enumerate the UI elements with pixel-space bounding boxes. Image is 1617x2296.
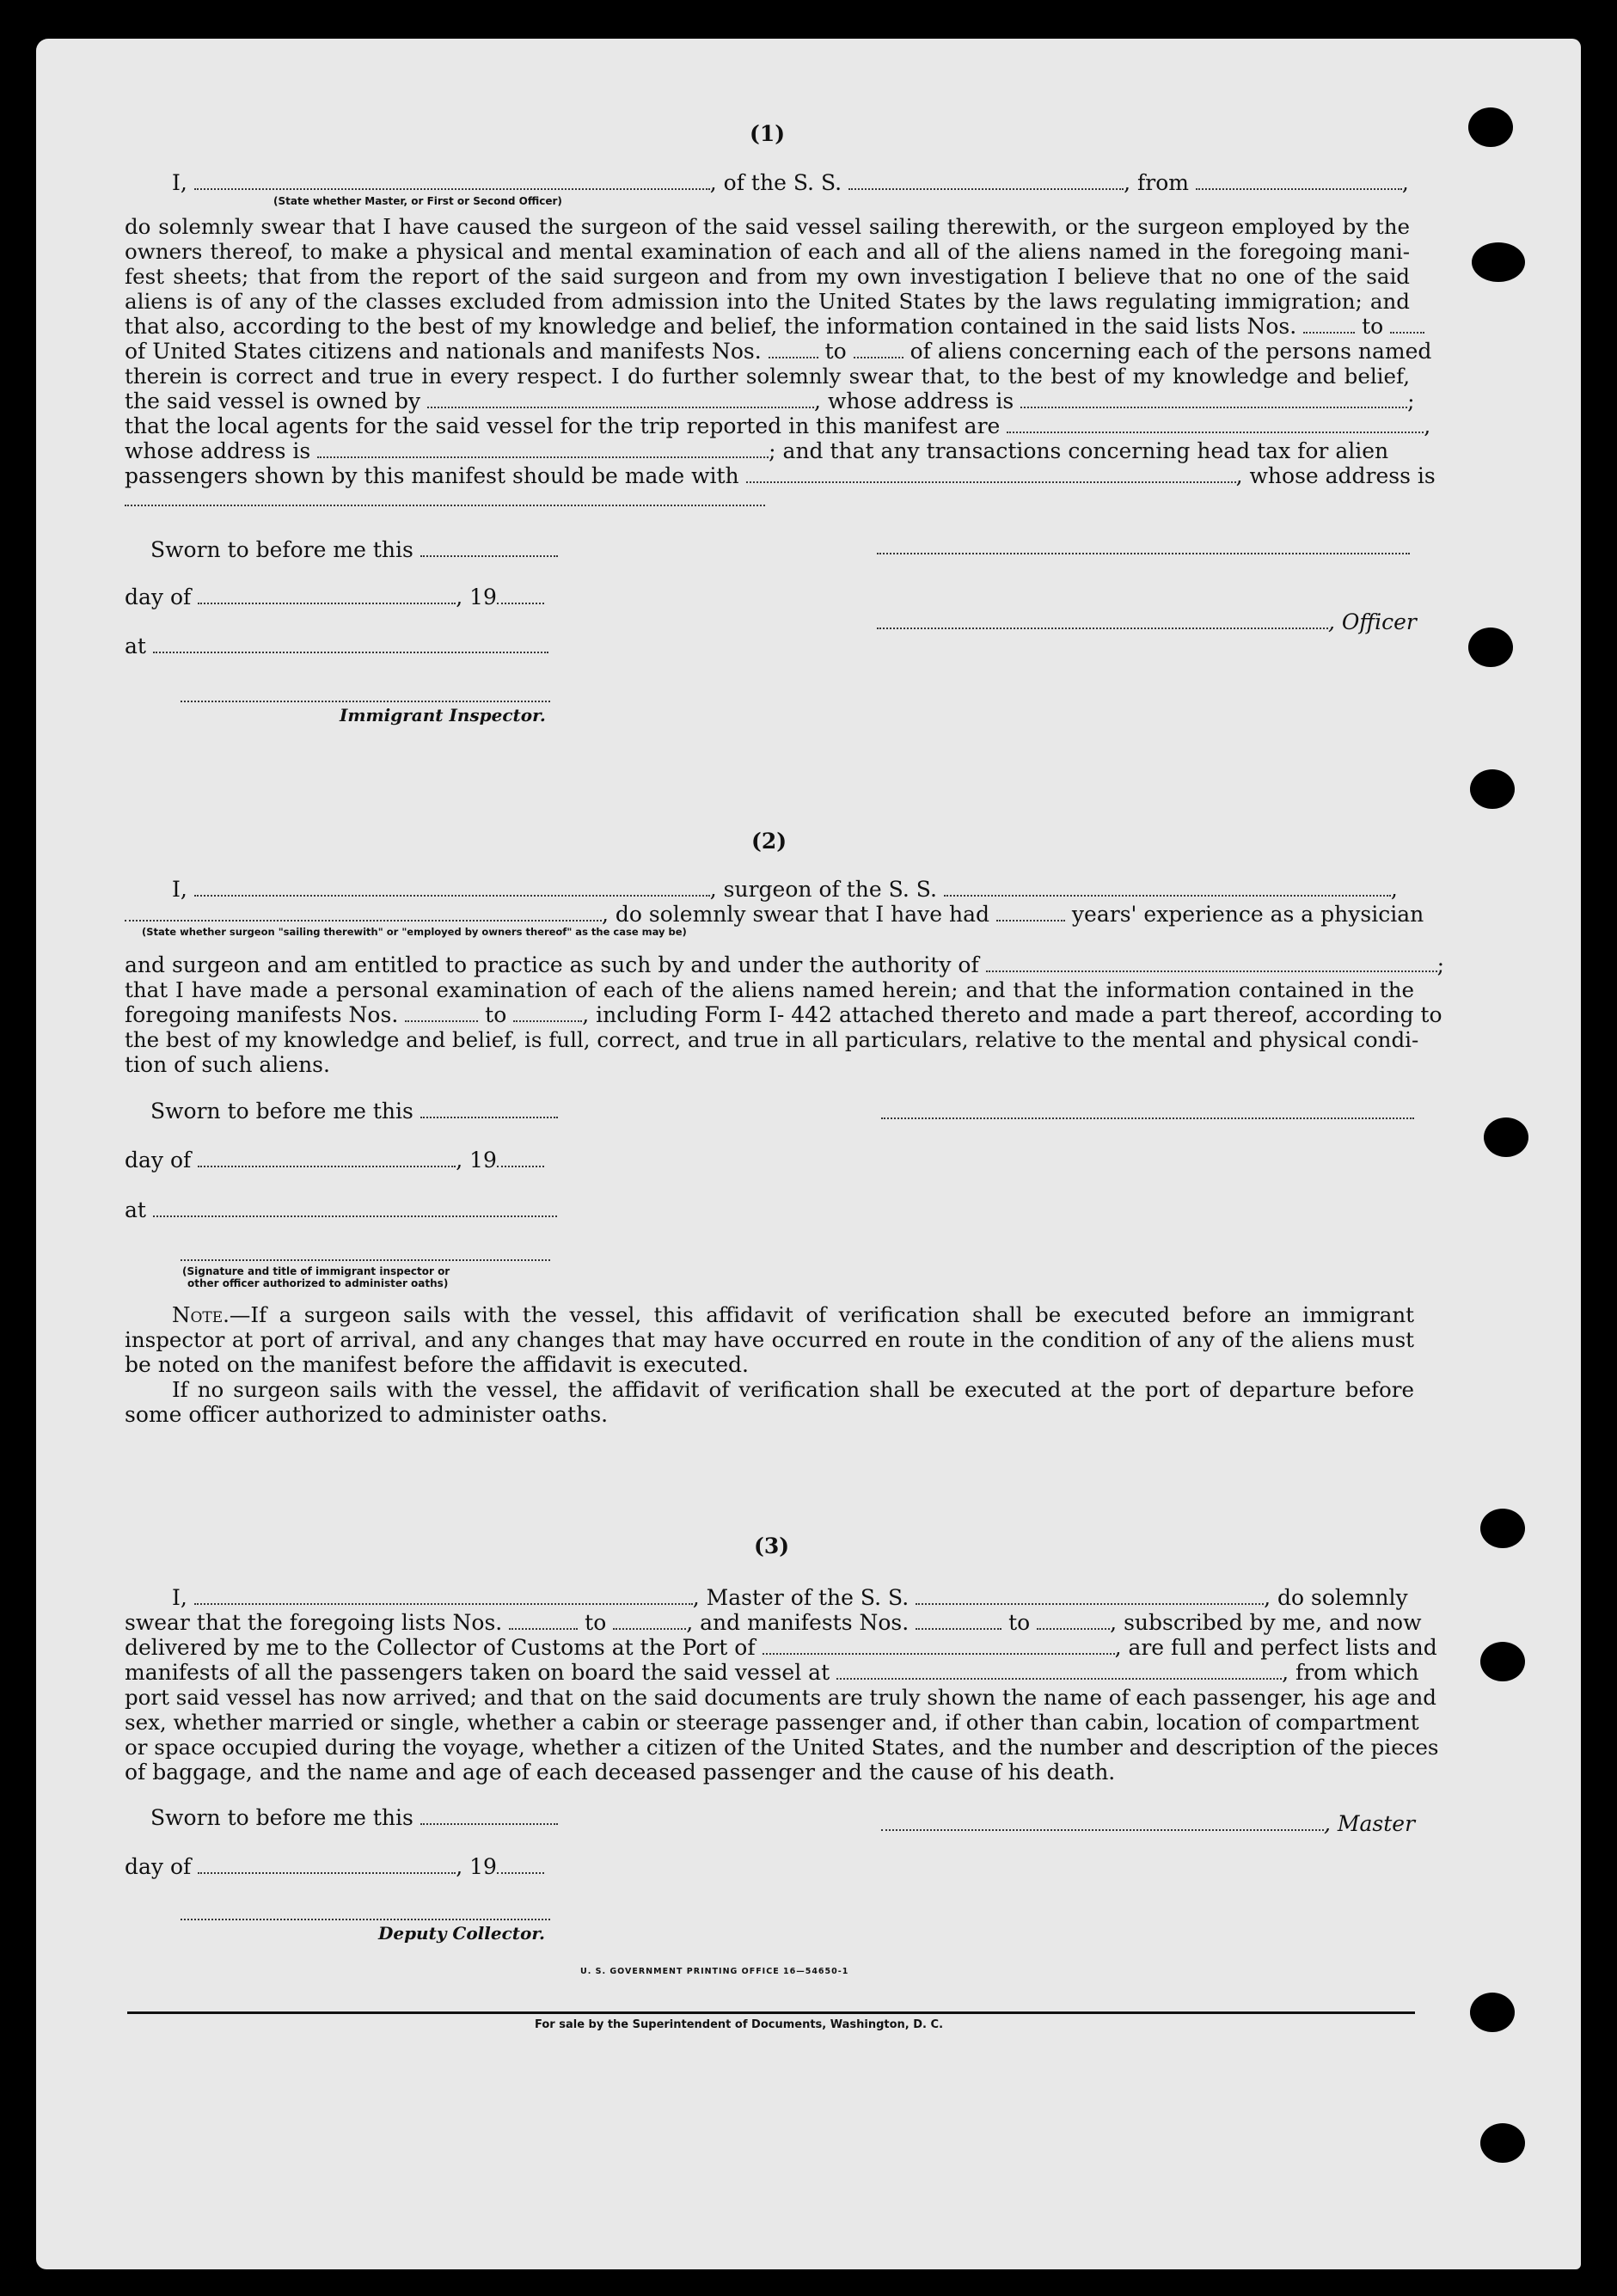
oath-text-line: swear that the foregoing lists Nos. to , and manifests Nos. to , subscribed by me, and now: [125, 1610, 1422, 1635]
origin-field[interactable]: [1196, 174, 1402, 190]
punch-hole: [1480, 2123, 1525, 2163]
jurat-sworn: Sworn to before me this: [150, 537, 558, 562]
footer-rule: [127, 2011, 1415, 2014]
punch-hole: [1472, 242, 1525, 282]
agents-field[interactable]: [1007, 418, 1424, 433]
oath-text-line: sex, whether married or single, whether a cabin or steerage passenger and, if other than cabin, location of compartment: [125, 1710, 1419, 1735]
note-text-line: some officer authorized to administer oaths.: [125, 1402, 609, 1427]
oath-text-line: manifests of all the passengers taken on board the said vessel at , from which: [125, 1660, 1419, 1685]
port-of-embarkation-field[interactable]: [836, 1664, 1282, 1680]
signature-note: (Signature and title of immigrant inspector or: [182, 1265, 450, 1277]
oath-text-line: foregoing manifests Nos. to , including Form I- 442 attached thereto and made a part thereof, according to: [125, 1002, 1442, 1027]
head-tax-field[interactable]: [746, 468, 1236, 483]
footer-sale-note: For sale by the Superintendent of Documents, Washington, D. C.: [535, 2018, 944, 2031]
year-field[interactable]: [497, 589, 544, 604]
surgeon-status-field[interactable]: [125, 906, 602, 921]
manifest-to-field[interactable]: [1037, 1614, 1110, 1630]
oath-text-line: port said vessel has now arrived; and that on the said documents are truly shown the name of each passenger, his age and: [125, 1685, 1436, 1710]
officer-signature-field[interactable]: [877, 614, 1328, 629]
oath-line: I, , surgeon of the S. S. ,: [172, 877, 1398, 902]
month-field[interactable]: [198, 589, 456, 604]
list-to-field[interactable]: [613, 1614, 686, 1630]
master-signature-field[interactable]: [881, 1815, 1324, 1831]
oath-text-line: do solemnly swear that I have caused the surgeon of the said vessel sailing therewith, or the surgeon employed by the: [125, 214, 1410, 239]
authority-field[interactable]: [986, 957, 1437, 972]
punch-hole: [1470, 1993, 1515, 2032]
manifest-from-field[interactable]: [405, 1007, 478, 1022]
month-field[interactable]: [198, 1152, 456, 1167]
jurat-day: day of , 19: [125, 585, 544, 609]
jurat-day: day of , 19: [125, 1148, 544, 1172]
section-number: (3): [754, 1534, 790, 1558]
punch-hole: [1484, 1117, 1528, 1157]
jurat-sworn: Sworn to before me this: [150, 1805, 558, 1830]
printing-office-imprint: U. S. GOVERNMENT PRINTING OFFICE 16—54650-1: [580, 1967, 849, 1976]
jurat-sworn: Sworn to before me this: [150, 1099, 558, 1124]
punch-hole: [1468, 628, 1513, 667]
oath-text-line: whose address is ; and that any transactions concerning head tax for alien: [125, 438, 1389, 463]
signature-note: other officer authorized to administer oaths): [187, 1277, 449, 1289]
inspector-signature-field[interactable]: [181, 1259, 550, 1261]
surgeon-signature-field[interactable]: [881, 1117, 1414, 1119]
manifest-to-field[interactable]: [513, 1007, 582, 1022]
punch-hole: [1470, 769, 1515, 809]
punch-hole: [1480, 1509, 1525, 1548]
owner-address-field[interactable]: [1020, 393, 1407, 408]
owner-field[interactable]: [427, 393, 814, 408]
name-field[interactable]: [194, 1589, 693, 1605]
oath-text-line: fest sheets; that from the report of the said surgeon and from my own investigation I believe that no one of the said: [125, 264, 1410, 289]
oath-text-line: delivered by me to the Collector of Customs at the Port of , are full and perfect lists and: [125, 1635, 1437, 1660]
punch-hole: [1480, 1642, 1525, 1681]
note-text-line: inspector at port of arrival, and any changes that may have occurred en route in the condition of any of the aliens must: [125, 1327, 1414, 1352]
oath-text-line: aliens is of any of the classes excluded from admission into the United States by the laws regulating immigration; and: [125, 289, 1410, 314]
inspector-title: Immigrant Inspector.: [340, 705, 546, 726]
oath-text-line: passengers shown by this manifest should be made with , whose address is: [125, 463, 1436, 488]
vessel-name-field[interactable]: [848, 174, 1124, 190]
name-field[interactable]: [194, 174, 710, 190]
manifest-from-field[interactable]: [916, 1614, 1001, 1630]
port-field[interactable]: [763, 1639, 1115, 1655]
year-field[interactable]: [497, 1858, 544, 1874]
note-text-line: Note.—If a surgeon sails with the vessel, this affidavit of verification shall be executed before an immigrant: [172, 1302, 1414, 1327]
oath-text-line: and surgeon and am entitled to practice as such by and under the authority of ;: [125, 952, 1445, 977]
manifest-to-field[interactable]: [854, 343, 903, 358]
name-field[interactable]: [194, 881, 710, 897]
oath-text-line: the said vessel is owned by , whose address is ;: [125, 389, 1415, 413]
oath-text-line: that the local agents for the said vessel for the trip reported in this manifest are ,: [125, 413, 1431, 438]
oath-text-line: tion of such aliens.: [125, 1052, 330, 1077]
oath-text-line: that I have made a personal examination of each of the aliens named herein; and that the information contained in the: [125, 977, 1414, 1002]
officer-line: , Officer: [877, 609, 1417, 634]
jurat-day: day of , 19: [125, 1854, 544, 1879]
year-field[interactable]: [497, 1152, 544, 1167]
deputy-title: Deputy Collector.: [378, 1923, 546, 1944]
section-number: (2): [751, 829, 787, 854]
vessel-name-field[interactable]: [916, 1589, 1264, 1605]
master-signature-field[interactable]: [877, 553, 1410, 554]
oath-line: I, , Master of the S. S. , do solemnly: [172, 1585, 1408, 1610]
section-number: (1): [750, 121, 786, 146]
place-field[interactable]: [153, 638, 548, 653]
oath-line: , do solemnly swear that I have had years' experience as a physician: [125, 902, 1424, 927]
officer-note: (State whether Master, or First or Second Officer): [273, 195, 562, 207]
oath-text-line: of baggage, and the name and age of each deceased passenger and the cause of his death.: [125, 1760, 1116, 1785]
sworn-day-field[interactable]: [420, 1103, 558, 1118]
list-from-field[interactable]: [1303, 318, 1355, 334]
oath-text-line: owners thereof, to make a physical and mental examination of each and all of the aliens named in the foregoing mani-: [125, 239, 1410, 264]
agents-address-field[interactable]: [317, 443, 769, 458]
note-text-line: If no surgeon sails with the vessel, the affidavit of verification shall be executed at the port of departure before: [172, 1377, 1414, 1402]
oath-text-line: that also, according to the best of my knowledge and belief, the information contained in the said lists Nos. to: [125, 314, 1424, 339]
sworn-day-field[interactable]: [420, 542, 558, 557]
jurat-at: at: [125, 1197, 557, 1222]
head-tax-address-field[interactable]: [125, 505, 765, 506]
list-to-field[interactable]: [1390, 318, 1424, 334]
oath-text-line: of United States citizens and nationals and manifests Nos. to of aliens concerning each of the persons named: [125, 339, 1432, 364]
oath-text-line: or space occupied during the voyage, whether a citizen of the United States, and the number and description of the pieces: [125, 1735, 1439, 1760]
list-from-field[interactable]: [509, 1614, 578, 1630]
manifest-from-field[interactable]: [769, 343, 818, 358]
vessel-name-field[interactable]: [944, 881, 1391, 897]
years-field[interactable]: [996, 906, 1065, 921]
place-field[interactable]: [153, 1202, 557, 1217]
jurat-at: at: [125, 634, 548, 658]
inspector-signature-field[interactable]: [181, 701, 550, 702]
oath-text-line: therein is correct and true in every respect. I do further solemnly swear that, to the best of my knowledge and belief,: [125, 364, 1410, 389]
month-field[interactable]: [198, 1858, 456, 1874]
deputy-signature-field[interactable]: [181, 1919, 550, 1920]
oath-text-line: the best of my knowledge and belief, is full, correct, and true in all particulars, relative to the mental and physical condi-: [125, 1027, 1419, 1052]
punch-hole: [1468, 107, 1513, 147]
surgeon-note: (State whether surgeon "sailing therewith" or "employed by owners thereof" as the case may be): [142, 926, 687, 938]
note-text-line: be noted on the manifest before the affidavit is executed.: [125, 1352, 749, 1377]
sworn-day-field[interactable]: [420, 1809, 558, 1825]
master-line: , Master: [881, 1811, 1415, 1836]
oath-line: I, , of the S. S. , from ,: [172, 170, 1409, 195]
